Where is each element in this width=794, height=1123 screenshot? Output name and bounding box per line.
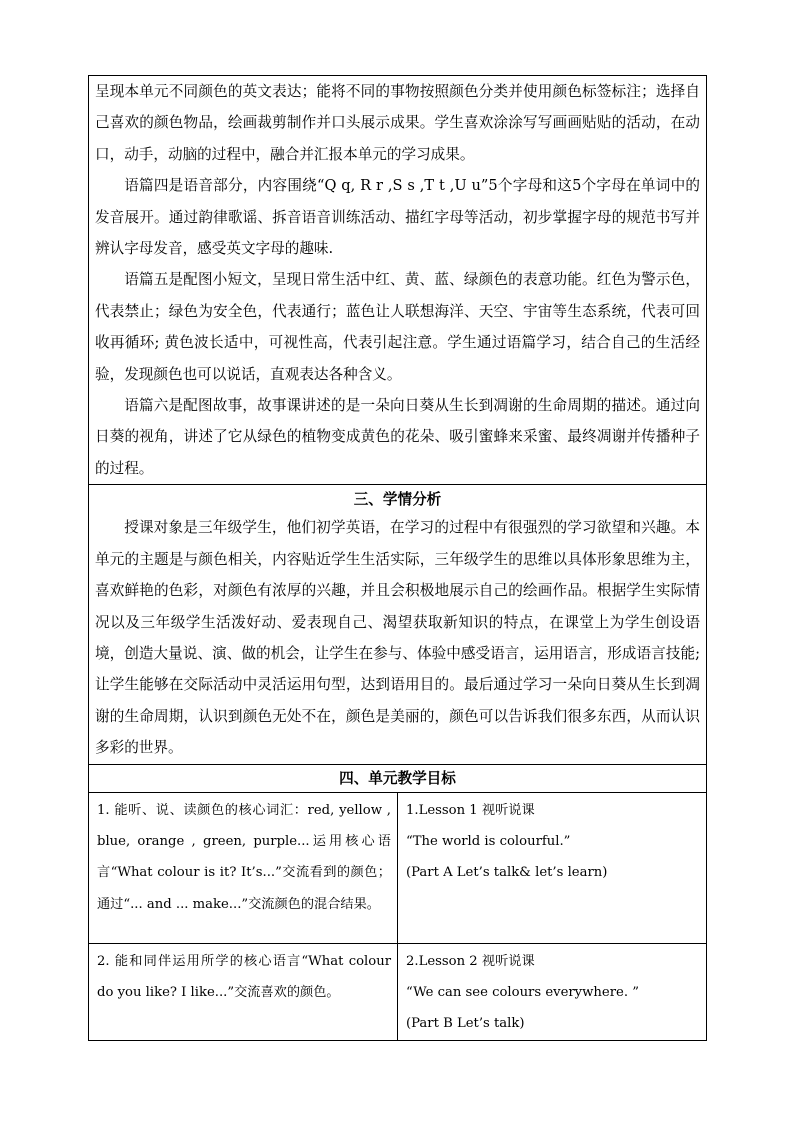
unit-goals-heading-cell xyxy=(89,764,707,792)
textbook-analysis-row xyxy=(89,76,707,485)
lesson-part: (Part A Let’s talk& let’s learn) xyxy=(406,865,608,881)
lesson-cell xyxy=(398,943,707,1040)
lesson-quote: “We can see colours everywhere. ” xyxy=(406,984,639,1000)
learner-analysis-paragraph: 授课对象是三年级学生，他们初学英语，在学习的过程中有很强烈的学习欲望和兴趣。本单元的主题是与颜色相关，内容贴近学生生活实际，三年级学生的思维以具体形象思维为主，喜欢鲜艳的色彩，对颜色有浓厚的兴趣，并且会积极地展示自己的绘画作品。根据学生实际情况以及三年级学生活泼好动、爱表现自己、渴望获取新知识的特点，在课堂上为学生创设语境，创造大量说、演、做的机会，让学生在参与、体验中感受语言，运用语言，形成语言技能; 让学生能够在交际活动中灵活运用句型，达到语用目的。最后通过学习一朵向日葵从生长到凋谢的生命周期，认识到颜色无处不在，颜色是美丽的，颜色可以告诉我们很多东西，从而认识多彩的世界。 xyxy=(95,519,700,757)
paragraph-text-six: 语篇六是配图故事，故事课讲述的是一朵向日葵从生长到凋谢的生命周期的描述。通过向日葵的视角，讲述了它从绿色的植物变成黄色的花朵、吸引蜜蜂来采蜜、最终凋谢并传播种子的过程。 xyxy=(95,397,700,477)
learner-analysis-heading: 三、学情分析 xyxy=(353,491,442,509)
lesson-part: (Part B Let’s talk) xyxy=(406,1016,525,1032)
document-page xyxy=(88,75,707,1041)
goal-row-2 xyxy=(89,943,707,1040)
goal-cell xyxy=(89,792,398,943)
lesson-title: 1.Lesson 1 视听说课 xyxy=(406,802,535,818)
paragraph-unit-activities: 呈现本单元不同颜色的英文表达；能将不同的事物按照颜色分类并使用颜色标签标注；选择自己喜欢的颜色物品，绘画裁剪制作并口头展示成果。学生喜欢涂涂写写画画贴贴的活动，在动口，动手，动脑的过程中，融合并汇报本单元的学习成果。 xyxy=(95,83,700,163)
paragraph-text-four: 语篇四是语音部分，内容围绕“Q q, R r ,S s ,T t ,U u”5个字母和这5个字母在单词中的发音展开。通过韵律歌谣、拆音语音训练活动、描红字母等活动，初步掌握字母的规范书写并辨认字母发音，感受英文字母的趣味. xyxy=(95,177,700,258)
goal-text: 2. 能和同伴运用所学的核心语言“What colour do you like? I like...”交流喜欢的颜色。 xyxy=(97,953,391,1000)
goal-cell xyxy=(89,943,398,1040)
textbook-analysis-cell xyxy=(89,76,707,485)
lesson-title: 2.Lesson 2 视听说课 xyxy=(406,953,535,969)
unit-goals-heading-row xyxy=(89,764,707,792)
goal-text: 1. 能听、说、读颜色的核心词汇：red, yellow , blue, orange , green, purple...运用核心语言“What colour is it? It’s...”交流看到的颜色；通过“... and ... make...”交流颜色的混合结果。 xyxy=(97,802,391,912)
teaching-design-table xyxy=(88,75,707,1041)
lesson-cell xyxy=(398,792,707,943)
learner-analysis-row xyxy=(89,485,707,764)
learner-analysis-cell xyxy=(89,485,707,764)
lesson-quote: “The world is colourful.” xyxy=(406,833,571,849)
paragraph-text-five: 语篇五是配图小短文，呈现日常生活中红、黄、蓝、绿颜色的表意功能。红色为警示色，代表禁止；绿色为安全色，代表通行；蓝色让人联想海洋、天空、宇宙等生态系统，代表可回收再循环; 黄色波长适中，可视性高，代表引起注意。学生通过语篇学习，结合自己的生活经验，发现颜色也可以说话，直观表达各种含义。 xyxy=(95,271,700,383)
unit-goals-heading: 四、单元教学目标 xyxy=(339,769,456,787)
goal-row-1 xyxy=(89,792,707,943)
